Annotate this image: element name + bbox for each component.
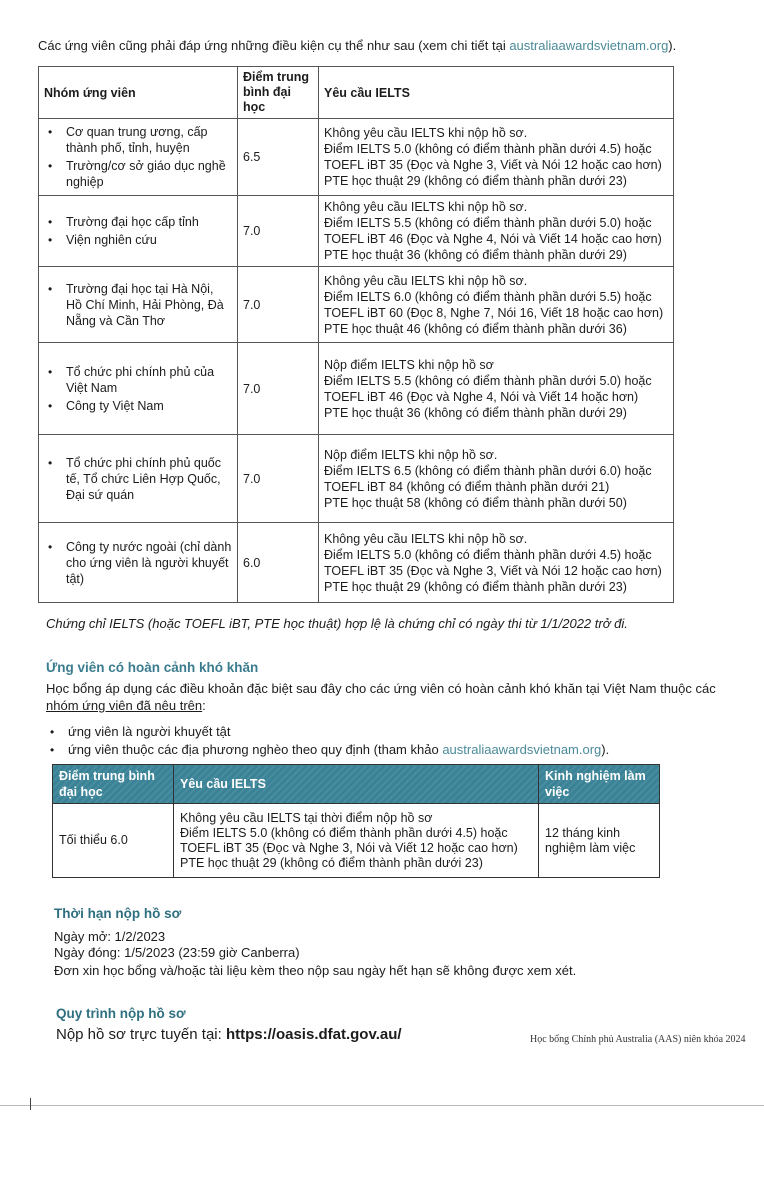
disadvantaged-underlined: nhóm ứng viên đã nêu trên — [46, 698, 203, 713]
gpa-cell: 7.0 — [238, 435, 319, 523]
req-line: Không yêu cầu IELTS tại thời điểm nộp hồ sơ — [180, 810, 433, 825]
group-item: • Trường/cơ sở giáo dục nghề nghiệp — [66, 158, 232, 190]
header-gpa: Điểm trung bình đại học — [238, 67, 319, 119]
intro-text: Các ứng viên cũng phải đáp ứng những điều kiện cụ thể như sau (xem chi tiết tại — [38, 38, 506, 53]
gpa-cell: Tối thiểu 6.0 — [53, 804, 174, 878]
req-line: Điểm IELTS 6.0 (không có điểm thành phần dưới 5.5) hoặc — [324, 289, 652, 304]
group-item: • Viện nghiên cứu — [66, 232, 232, 248]
group-item: • Công ty nước ngoài (chỉ dành cho ứng viên là người khuyết tật) — [66, 539, 232, 587]
ielts-cell — [319, 435, 674, 523]
disadvantaged-text: Học bổng áp dụng các điều khoản đặc biệt sau đây cho các ứng viên có hoàn cảnh khó khăn tại Việt Nam thuộc các — [46, 681, 716, 696]
ielts-cell — [319, 343, 674, 435]
ielts-cell — [319, 119, 674, 196]
gpa-cell: 7.0 — [238, 196, 319, 267]
process-url[interactable]: https://oasis.dfat.gov.au/ — [225, 1026, 402, 1043]
process-label: Nộp hồ sơ trực tuyến tại: — [56, 1026, 222, 1043]
req-line: TOEFL iBT 46 (Đọc và Nghe 4, Nói và Viết 14 hoặc cao hơn) — [324, 232, 662, 246]
req-line: Không yêu cầu IELTS khi nộp hồ sơ. — [324, 126, 528, 140]
deadline-heading: Thời hạn nộp hồ sơ — [54, 906, 182, 921]
group-item: • Trường đại học cấp tỉnh — [66, 214, 232, 230]
req-line: PTE học thuật 46 (không có điểm thành phần dưới 36) — [324, 321, 627, 336]
table-row — [39, 119, 674, 196]
page-edge — [0, 1105, 764, 1106]
table-row — [39, 267, 674, 343]
req-line: PTE học thuật 58 (không có điểm thành phần dưới 50) — [324, 495, 627, 510]
req-line: PTE học thuật 36 (không có điểm thành phần dưới 29) — [324, 405, 627, 420]
req-line: Điểm IELTS 5.0 (không có điểm thành phần dưới 4.5) hoặc — [324, 142, 652, 156]
req-line: PTE học thuật 29 (không có điểm thành phần dưới 23) — [324, 579, 627, 594]
gpa-cell: 6.0 — [238, 523, 319, 603]
req-line: PTE học thuật 36 (không có điểm thành phần dưới 29) — [324, 248, 627, 262]
group-item: • Tổ chức phi chính phủ quốc tế, Tổ chức Liên Hợp Quốc, Đại sứ quán — [66, 455, 232, 503]
bullet2-link[interactable]: australiaawardsvietnam.org — [442, 742, 602, 757]
disadvantaged-table — [52, 764, 660, 878]
disadvantaged-header-row — [53, 765, 660, 804]
req-line: TOEFL iBT 35 (Đọc và Nghe 3, Viết và Nói 12 hoặc cao hơn) — [324, 158, 662, 172]
req-line: Nộp điểm IELTS khi nộp hồ sơ — [324, 357, 494, 372]
header-gpa: Điểm trung bình đại học — [53, 765, 174, 804]
deadline-close: Ngày đóng: 1/5/2023 (23:59 giờ Canberra) — [54, 945, 300, 960]
disadvantaged-list — [46, 722, 758, 760]
header-ielts: Yêu cầu IELTS — [174, 765, 539, 804]
req-line: TOEFL iBT 84 (không có điểm thành phần dưới 21) — [324, 479, 610, 494]
list-item — [68, 742, 758, 758]
header-ielts: Yêu cầu IELTS — [319, 67, 674, 119]
intro-line — [38, 38, 738, 53]
table-row — [53, 804, 660, 878]
req-line: TOEFL iBT 60 (Đọc 8, Nghe 7, Nói 16, Viết 18 hoặc cao hơn) — [324, 305, 664, 320]
group-item: • Cơ quan trung ương, cấp thành phố, tỉnh, huyện — [66, 124, 232, 156]
table-row — [39, 523, 674, 603]
group-cell — [39, 267, 238, 343]
ielts-cell — [174, 804, 539, 878]
group-cell — [39, 343, 238, 435]
experience-cell: 12 tháng kinh nghiệm làm việc — [539, 804, 660, 878]
deadline-warning: Đơn xin học bổng và/hoặc tài liệu kèm theo nộp sau ngày hết hạn sẽ không được xem xét. — [54, 963, 577, 978]
header-experience: Kinh nghiệm làm việc — [539, 765, 660, 804]
intro-link[interactable]: australiaawardsvietnam.org — [509, 38, 669, 53]
group-cell — [39, 435, 238, 523]
process-heading: Quy trình nộp hồ sơ — [56, 1006, 186, 1021]
req-line: Điểm IELTS 5.5 (không có điểm thành phần dưới 5.0) hoặc — [324, 373, 652, 388]
group-item: • Công ty Việt Nam — [66, 398, 232, 414]
req-line: Điểm IELTS 5.0 (không có điểm thành phần dưới 4.5) hoặc — [180, 825, 508, 840]
group-cell — [39, 119, 238, 196]
gpa-cell: 7.0 — [238, 267, 319, 343]
disadvantaged-heading: Ứng viên có hoàn cảnh khó khăn — [46, 660, 259, 675]
list-item: • ứng viên là người khuyết tật — [68, 724, 758, 740]
group-cell — [39, 523, 238, 603]
deadline-open: Ngày mở: 1/2/2023 — [54, 929, 166, 944]
bullet2-tail: ). — [601, 742, 610, 757]
req-line: TOEFL iBT 35 (Đọc và Nghe 3, Viết và Nói 12 hoặc cao hơn) — [324, 563, 662, 578]
group-cell — [39, 196, 238, 267]
table-row — [39, 196, 674, 267]
ielts-cell — [319, 523, 674, 603]
footer-text: Học bổng Chính phủ Australia (AAS) niên khóa 2024 — [530, 1034, 746, 1045]
gpa-cell: 7.0 — [238, 343, 319, 435]
disadvantaged-paragraph — [46, 680, 736, 714]
req-line: TOEFL iBT 46 (Đọc và Nghe 4, Nói và Viết 14 hoặc hơn) — [324, 389, 639, 404]
ielts-cell — [319, 196, 674, 267]
table-row — [39, 435, 674, 523]
req-line: Không yêu cầu IELTS khi nộp hồ sơ. — [324, 200, 528, 214]
req-line: Không yêu cầu IELTS khi nộp hồ sơ. — [324, 273, 528, 288]
gpa-cell: 6.5 — [238, 119, 319, 196]
req-line: Điểm IELTS 6.5 (không có điểm thành phần dưới 6.0) hoặc — [324, 463, 652, 478]
req-line: Điểm IELTS 5.0 (không có điểm thành phần dưới 4.5) hoặc — [324, 547, 652, 562]
ielts-cell — [319, 267, 674, 343]
table-row — [39, 343, 674, 435]
req-line: Không yêu cầu IELTS khi nộp hồ sơ. — [324, 531, 528, 546]
group-item: • Tổ chức phi chính phủ của Việt Nam — [66, 364, 232, 396]
intro-tail: ). — [668, 38, 677, 53]
disadvantaged-tail: : — [202, 698, 206, 713]
header-group: Nhóm ứng viên — [39, 67, 238, 119]
req-line: PTE học thuật 29 (không có điểm thành phần dưới 23) — [324, 174, 627, 188]
req-line: PTE học thuật 29 (không có điểm thành phần dưới 23) — [180, 855, 483, 870]
eligibility-table — [38, 66, 674, 603]
bullet2-text: ứng viên thuộc các địa phương nghèo theo quy định (tham khảo — [68, 742, 439, 757]
page-edge-mark — [30, 1098, 31, 1110]
validity-note: Chứng chỉ IELTS (hoặc TOEFL iBT, PTE học thuật) hợp lệ là chứng chỉ có ngày thi từ 1/1/2022 trở đi. — [46, 616, 628, 631]
group-item: • Trường đại học tại Hà Nội, Hồ Chí Minh, Hải Phòng, Đà Nẵng và Cần Thơ — [66, 281, 232, 329]
eligibility-header-row — [39, 67, 674, 119]
process-line — [56, 1026, 402, 1043]
req-line: Điểm IELTS 5.5 (không có điểm thành phần dưới 5.0) hoặc — [324, 216, 652, 230]
req-line: TOEFL iBT 35 (Đọc và Nghe 3, Nói và Viết 12 hoặc cao hơn) — [180, 840, 518, 855]
req-line: Nộp điểm IELTS khi nộp hồ sơ. — [324, 447, 498, 462]
